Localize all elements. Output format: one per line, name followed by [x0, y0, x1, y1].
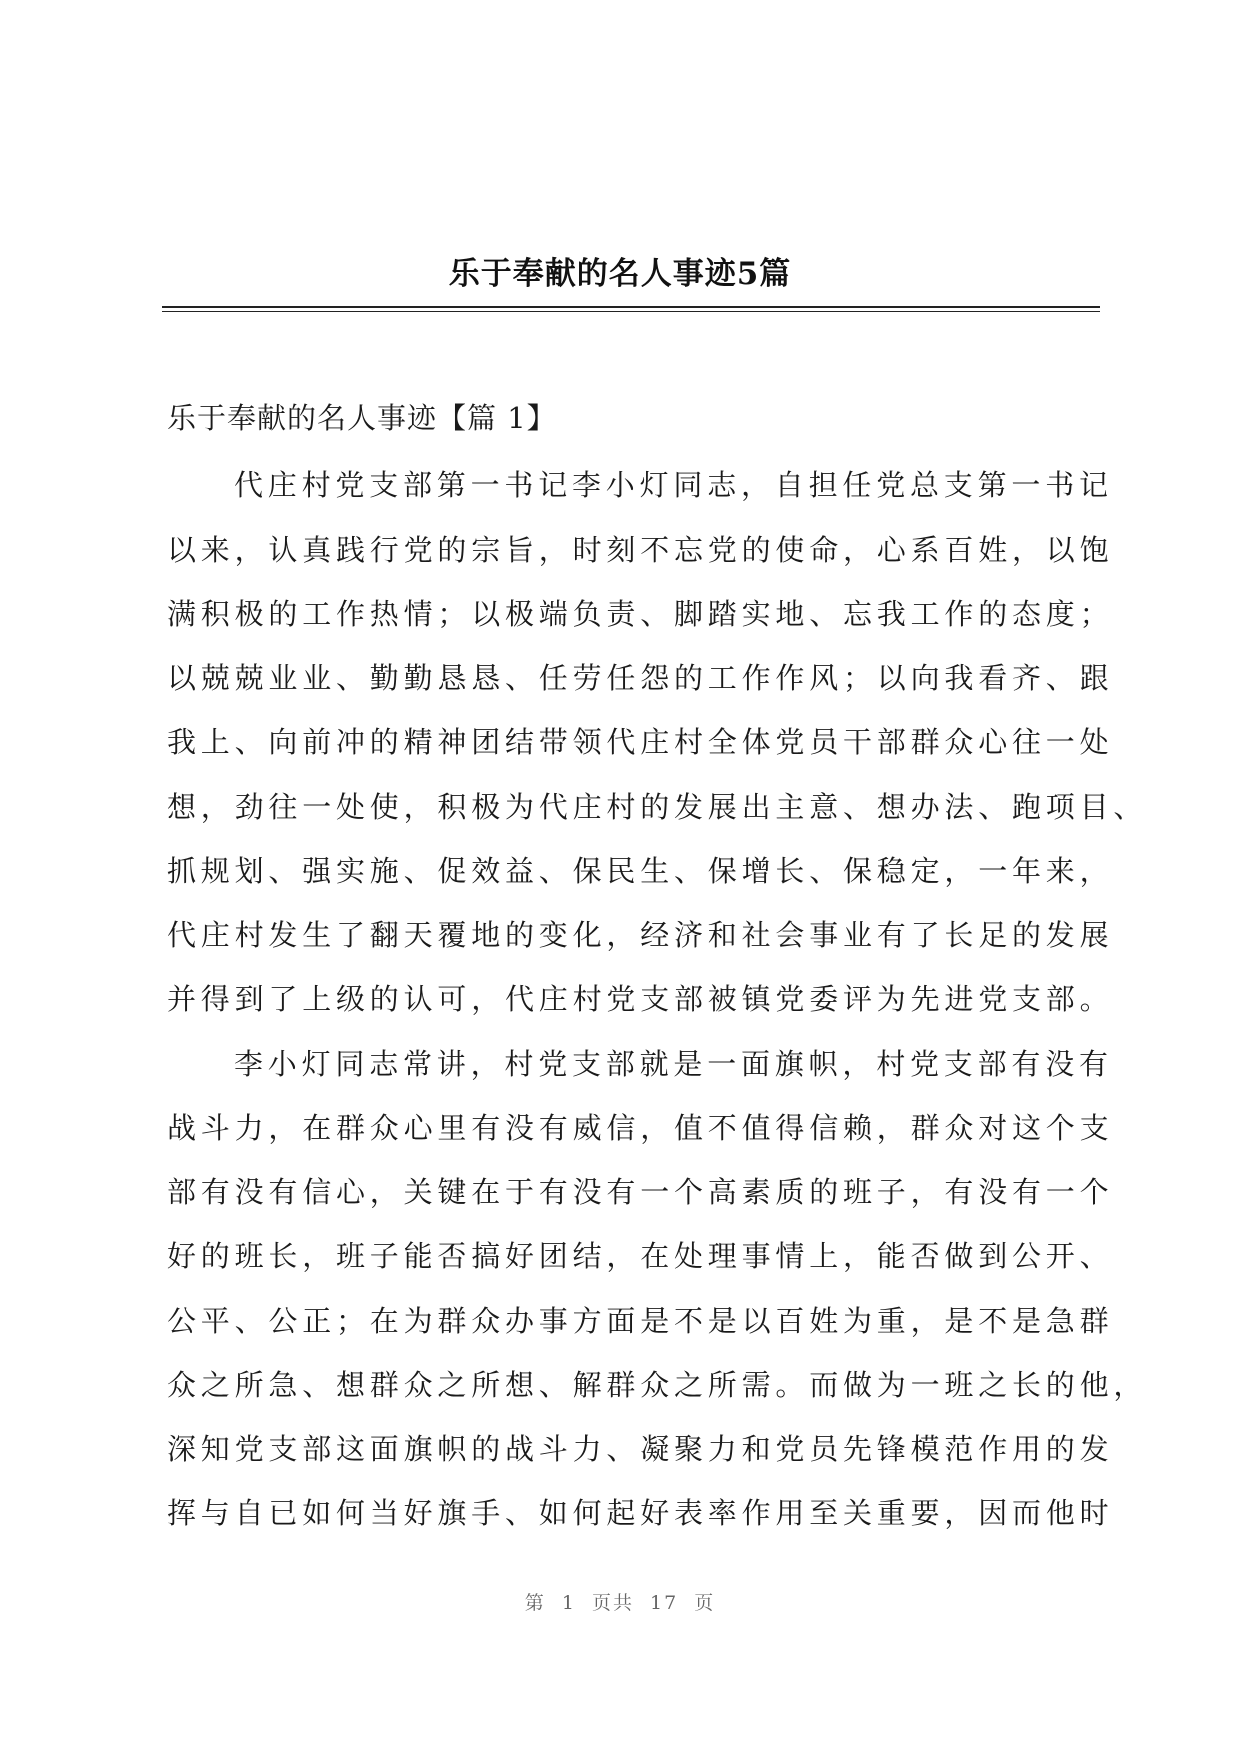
paragraph-line: 众之所急、想群众之所想、解群众之所需。而做为一班之长的他， — [167, 1368, 1148, 1402]
paragraph-line: 我上、向前冲的精神团结带领代庄村全体党员干部群众心往一处 — [167, 725, 1114, 759]
paragraph-line: 李小灯同志常讲，村党支部就是一面旗帜，村党支部有没有 — [234, 1047, 1113, 1081]
document-title: 乐于奉献的名人事迹5篇 — [448, 256, 792, 292]
paragraph-line: 部有没有信心，关键在于有没有一个高素质的班子，有没有一个 — [167, 1175, 1114, 1209]
paragraph-line: 以来，认真践行党的宗旨，时刻不忘党的使命，心系百姓，以饱 — [167, 533, 1114, 567]
title-rule-thick — [162, 306, 1100, 308]
paragraph-line: 公平、公正；在为群众办事方面是不是以百姓为重，是不是急群 — [167, 1304, 1114, 1338]
paragraph-line: 战斗力，在群众心里有没有威信，值不值得信赖，群众对这个支 — [167, 1111, 1114, 1145]
paragraph-line: 抓规划、强实施、促效益、保民生、保增长、保稳定，一年来， — [167, 854, 1114, 888]
paragraph-line: 满积极的工作热情；以极端负责、脚踏实地、忘我工作的态度； — [167, 597, 1114, 631]
paragraph-line: 并得到了上级的认可，代庄村党支部被镇党委评为先进党支部。 — [167, 982, 1114, 1016]
paragraph-line: 以兢兢业业、勤勤恳恳、任劳任怨的工作作风；以向我看齐、跟 — [167, 661, 1114, 695]
section-heading: 乐于奉献的名人事迹【篇 1】 — [167, 401, 557, 435]
page-footer: 第 1 页共 17 页 — [524, 1592, 716, 1614]
paragraph-line: 代庄村党支部第一书记李小灯同志，自担任党总支第一书记 — [234, 468, 1113, 502]
paragraph-line: 深知党支部这面旗帜的战斗力、凝聚力和党员先锋模范作用的发 — [167, 1432, 1114, 1466]
paragraph-line: 挥与自已如何当好旗手、如何起好表率作用至关重要，因而他时 — [167, 1496, 1114, 1530]
paragraph-line: 代庄村发生了翻天覆地的变化，经济和社会事业有了长足的发展 — [167, 918, 1114, 952]
paragraph-line: 想，劲往一处使，积极为代庄村的发展出主意、想办法、跑项目、 — [167, 790, 1148, 824]
title-rule-thin — [162, 311, 1100, 312]
paragraph-line: 好的班长，班子能否搞好团结，在处理事情上，能否做到公开、 — [167, 1239, 1114, 1273]
